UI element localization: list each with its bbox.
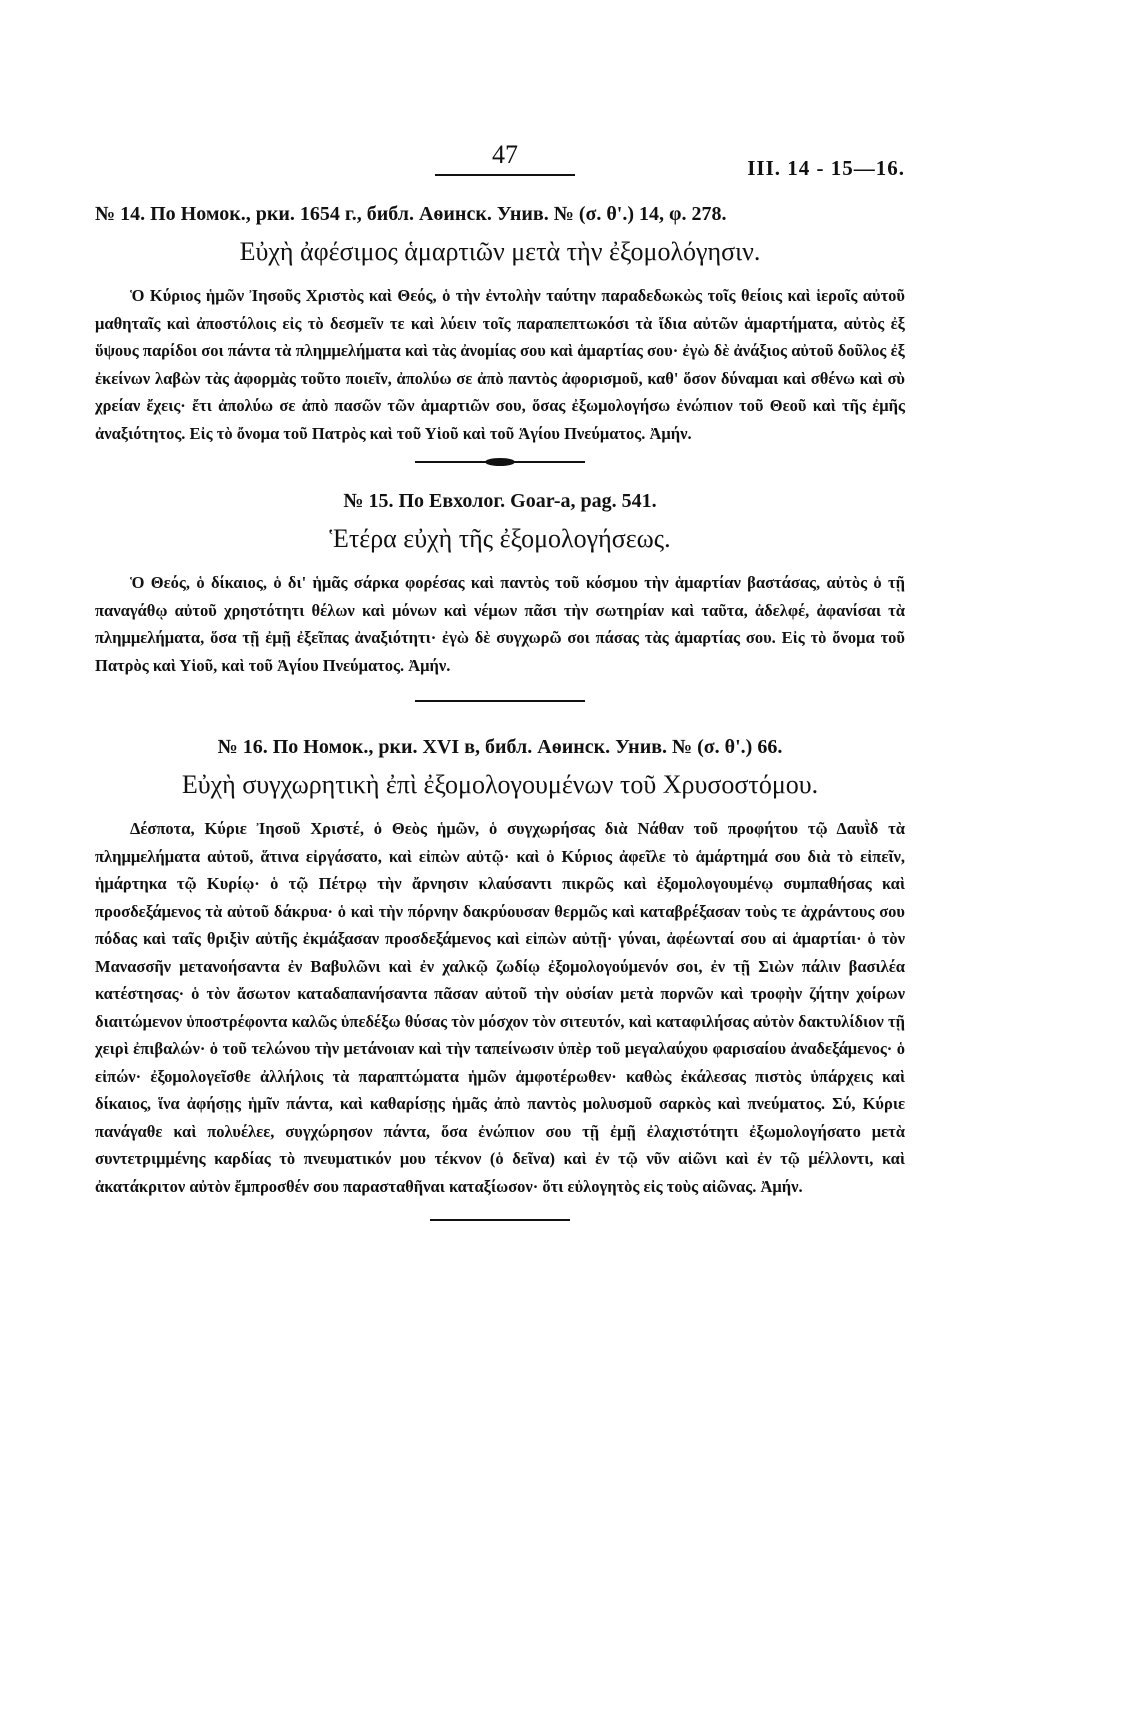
prayer-text: Ὁ Θεός, ὁ δίκαιος, ὁ δι' ἡμᾶς σάρκα φορέσας καὶ παντὸς τοῦ κόσμου τὴν ἁμαρτίαν βαστάσας, αὐτὸς ὁ τῇ παναγάθῳ αὐτοῦ χρηστότητι θέλων καὶ μόνων καὶ νέμων πᾶσι τὴν σωτηρίαν καὶ ταῦτα, ἀδελφέ, ἀφανίσαι τὰ πλημμελήματα, ὅσα τῇ ἐμῇ ἐξεῖπας ἀναξιότητι· ἐγὼ δὲ συγχωρῶ σοι πάσας τὰς ἁμαρτίας σου. Εἰς τὸ ὄνομα τοῦ Πατρὸς καὶ Υἱοῦ, καὶ τοῦ Ἁγίου Πνεύματος. Ἀμήν. [95,573,905,675]
section-title: Ἑτέρα εὐχὴ τῆς ἐξομολογήσεως. [329,524,671,553]
section-source: № 15. По Евхолог. Goar-a, pag. 541. [343,490,657,512]
section-divider [95,447,905,477]
section-15 [95,487,905,679]
section-14 [95,200,905,447]
section-divider [95,679,905,723]
page-number: 47 [435,140,575,176]
ornament-rule [415,461,585,463]
divider-rule [415,700,585,702]
section-16 [95,733,905,1200]
section-source: № 14. По Номок., рки. 1654 г., библ. Аѳинск. Унив. № (σ. θ'.) 14, φ. 278. [95,203,727,225]
section-source: № 16. По Номок., рки. XVI в, библ. Аѳинск. Унив. № (σ. θ'.) 66. [217,736,783,758]
section-divider [95,1200,905,1240]
chapter-range: III. 14 - 15—16. [747,156,905,180]
document-page [95,130,905,1240]
page-header [95,130,905,190]
prayer-text: Ὁ Κύριος ἡμῶν Ἰησοῦς Χριστὸς καὶ Θεός, ὁ τὴν ἐντολὴν ταύτην παραδεδωκὼς τοῖς θείοις καὶ ἱεροῖς αὐτοῦ μαθηταῖς καὶ ἀποστόλοις εἰς τὸ δεσμεῖν τε καὶ λύειν τοῖς παραπεπτωκόσι τὰ ἴδια αὐτῶν ἁμαρτήματα, αὐτὸς ἐξ ὕψους παρίδοι σοι πάντα τὰ πλημμελήματα καὶ τὰς ἀνομίας σου καὶ ἁμαρτίας σου· ἐγὼ δὲ ἀνάξιος αὐτοῦ δοῦλος ἐξ ἐκείνων λαβὼν τὰς ἀφορμὰς τοῦτο ποιεῖν, ἀπολύω σε ἀπὸ παντὸς ἀφορισμοῦ, καθ' ὅσον δύναμαι καὶ σθένω καὶ σὺ χρείαν ἔχεις· ἔτι ἀπολύω σε ἀπὸ πασῶν τῶν ἁμαρτιῶν σου, ὅσας ἐξωμολογήσω ἐνώπιον τοῦ Θεοῦ καὶ τῆς ἐμῆς ἀναξιότητος. Εἰς τὸ ὄνομα τοῦ Πατρὸς καὶ τοῦ Υἱοῦ καὶ τοῦ Ἁγίου Πνεύματος. Ἀμήν. [95,286,905,443]
divider-rule [430,1219,570,1221]
prayer-text: Δέσποτα, Κύριε Ἰησοῦ Χριστέ, ὁ Θεὸς ἡμῶν, ὁ συγχωρήσας διὰ Νάθαν τοῦ προφήτου τῷ Δαυῒδ τὰ πλημμελήματα αὐτοῦ, ἅτινα εἰργάσατο, καὶ εἰπὼν αὐτῷ· καὶ ὁ Κύριος ἀφεῖλε τὸ ἁμάρτημά σου διὰ τὸ εἰπεῖν, ἡμάρτηκα τῷ Κυρίῳ· ὁ τῷ Πέτρῳ τὴν ἄρνησιν κλαύσαντι πικρῶς καὶ ἐξομολογουμένῳ συμπαθήσας καὶ προσδεξάμενος τὰ αὐτοῦ δάκρυα· ὁ καὶ τὴν πόρνην δακρύουσαν θερμῶς καὶ καταβρέξασαν τοὺς τε ἀχράντους σου πόδας καὶ ταῖς θριξὶν αὐτῆς ἐκμάξασαν προσδεξάμενος καὶ εἰπὼν αὐτῇ· γύναι, ἀφέωνταί σου αἱ ἁμαρτίαι· ὁ τὸν Μανασσῆν μετανοήσαντα ἐν Βαβυλῶνι καὶ ἐν χαλκῷ ζωδίῳ ἐξομολογούμενόν σοι, ἐν τῇ Σιὼν πάλιν βασιλέα κατέστησας· ὁ τὸν ἄσωτον καταδαπανήσαντα πᾶσαν αὐτοῦ τὴν οὐσίαν μετὰ πορνῶν καὶ τροφὴν ζήτην χοίρων διαιτώμενον ὑποστρέφοντα καλῶς ὑπεδέξω θύσας τὸν μόσχον τὸν σιτευτόν, καὶ καταφιλήσας αὐτὸν δακτυλίδιον τῇ χειρὶ ἐπιβαλών· ὁ τοῦ τελώνου τὴν μετάνοιαν καὶ τὴν ταπείνωσιν ὑπὲρ τοῦ μεγαλαύχου φαρισαίου ἀναδεξάμενος· ὁ εἰπών· ἐξομολογεῖσθε ἀλλήλοις τὰ παραπτώματα ἡμῶν ἀμφοτέρωθεν· καθὼς ἐκάλεσας πιστὸς ὑπάρχεις καὶ δίκαιος, ἵνα ἀφήσῃς ἡμῖν πάντα, καὶ καθαρίσῃς ἡμᾶς ἀπὸ παντὸς μολυσμοῦ σαρκὸς καὶ πνεύματος. Σύ, Κύριε πανάγαθε καὶ πολυέλεε, συγχώρησον πάντα, ὅσα ἐνώπιον σου τῇ ἐμῇ ἐλαχιστότητι ἐξωμολογήσατο μετὰ συντετριμμένης καρδίας τὸ πνευματικόν μου τέκνον (ὁ δεῖνα) καὶ ἐν τῷ νῦν αἰῶνι καὶ ἐν τῷ μέλλοντι, καὶ ἀκατάκριτον αὐτὸν ἔμπροσθέν σου παρασταθῆναι καταξίωσον· ὅτι εὐλογητὸς εἰς τοὺς αἰῶνας. Ἀμήν. [95,819,905,1196]
section-title: Εὐχὴ ἀφέσιμος ἁμαρτιῶν μετὰ τὴν ἐξομολόγησιν. [239,237,761,266]
section-title: Εὐχὴ συγχωρητικὴ ἐπὶ ἐξομολογουμένων τοῦ Χρυσοστόμου. [181,770,819,799]
